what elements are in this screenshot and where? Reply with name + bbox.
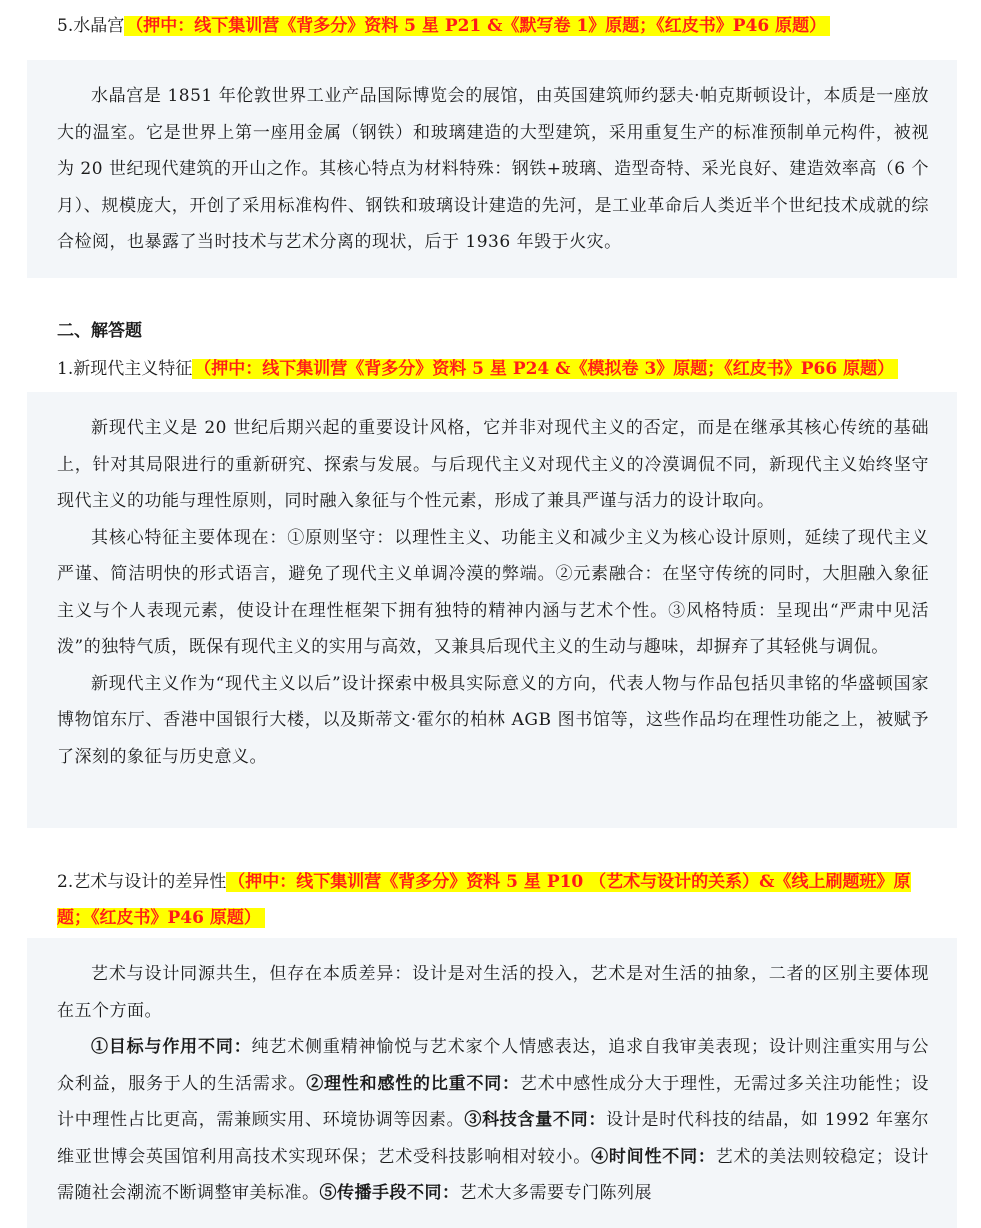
point-text: 艺术中感性成分大于理性，无需过多关注功能性；设计中理性占比更高，需兼顾实用、环境协调等因素。 — [57, 1073, 930, 1130]
point-label: ①目标与作用不同： — [91, 1037, 252, 1057]
paragraph-points — [57, 1029, 929, 1212]
paragraph: 新现代主义作为“现代主义以后”设计探索中极具实际意义的方向，代表人物与作品包括贝聿铭的华盛顿国家博物馆东厅、香港中国银行大楼，以及斯蒂文·霍尔的柏林 AGB 图书馆等，这些作品均在理性功能之上，被赋予了深刻的象征与历史意义。 — [57, 673, 929, 767]
paragraph: 其核心特征主要体现在：①原则坚守：以理性主义、功能主义和减少主义为核心设计原则，延续了现代主义严谨、简洁明快的形式语言，避免了现代主义单调冷漠的弊端。②元素融合：在坚守传统的同时，大胆融入象征主义与个人表现元素，使设计在理性框架下拥有独特的精神内涵与艺术个性。③风格特质：呈现出“严肃中见活泼”的独特气质，既保有现代主义的实用与高效，又兼具后现代主义的生动与趣味，却摒弃了其轻佻与调侃。 — [57, 527, 929, 657]
paragraph-intro: 艺术与设计同源共生，但存在本质差异：设计是对生活的投入，艺术是对生活的抽象，二者的区别主要体现在五个方面。 — [57, 964, 929, 1021]
point-label: ②理性和感性的比重不同： — [306, 1073, 520, 1094]
point-text: 设计是时代科技的结晶，如 1992 年塞尔维亚世博会英国馆利用高技术实现环保；艺术受科技影响相对较小。 — [57, 1110, 930, 1167]
answer-box-crystal-palace — [27, 60, 957, 278]
answer-box-neo-modernism — [27, 392, 957, 828]
highlight-note: （押中：线下集训营《背多分》资料 5 星 P24 &《模拟卷 3》原题；《红皮书》P66 原题） — [192, 359, 898, 379]
point-text: 纯艺术侧重精神愉悦与艺术家个人情感表达，追求自我审美表现；设计则注重实用与公众利益，服务于人的生活需求。 — [57, 1037, 930, 1094]
section-heading: 二、解答题 — [57, 321, 142, 341]
point-text: 艺术的美法则较稳定；设计需随社会潮流不断调整审美标准。 — [57, 1146, 930, 1203]
item-title-text: 1.新现代主义特征 — [57, 359, 193, 379]
item-title-art-vs-design — [57, 864, 937, 936]
answer-box-art-vs-design — [27, 938, 957, 1228]
paragraph: 新现代主义是 20 世纪后期兴起的重要设计风格，它并非对现代主义的否定，而是在继承其核心传统的基础上，针对其局限进行的重新研究、探索与发展。与后现代主义对现代主义的冷漠调侃不同，新现代主义始终坚守现代主义的功能与理性原则，同时融入象征与个性元素，形成了兼具严谨与活力的设计取向。 — [57, 418, 929, 511]
highlight-note: （押中：线下集训营《背多分》资料 5 星 P21 &《默写卷 1》原题；《红皮书》P46 原题） — [124, 16, 830, 36]
point-label: ⑤传播手段不同： — [319, 1183, 460, 1203]
item-title-crystal-palace — [57, 8, 830, 44]
highlight-note: （押中：线下集训营《背多分》资料 5 星 P10 （艺术与设计的关系）&《线上刷题班》原题；《红皮书》P46 原题） — [57, 872, 911, 928]
item-title-text: 2.艺术与设计的差异性 — [57, 872, 227, 892]
point-label: ④时间性不同： — [591, 1146, 716, 1167]
item-title-neo-modernism — [57, 351, 898, 387]
point-label: ③科技含量不同： — [464, 1110, 607, 1130]
paragraph: 水晶宫是 1851 年伦敦世界工业产品国际博览会的展馆，由英国建筑师约瑟夫·帕克斯顿设计，本质是一座放大的温室。它是世界上第一座用金属（钢铁）和玻璃建造的大型建筑，采用重复生产的标准预制单元构件，被视为 20 世纪现代建筑的开山之作。其核心特点为材料特殊：钢铁+玻璃、造型奇特、采光良好、建造效率高（6 个月）、规模庞大，开创了采用标准构件、钢铁和玻璃设计建造的先河，是工业革命后人类近半个世纪技术成就的综合检阅，也暴露了当时技术与艺术分离的现状，后于 1936 年毁于火灾。 — [57, 86, 929, 252]
item-title-text: 5.水晶宫 — [57, 16, 125, 36]
point-text: 艺术大多需要专门陈列展 — [459, 1183, 652, 1203]
